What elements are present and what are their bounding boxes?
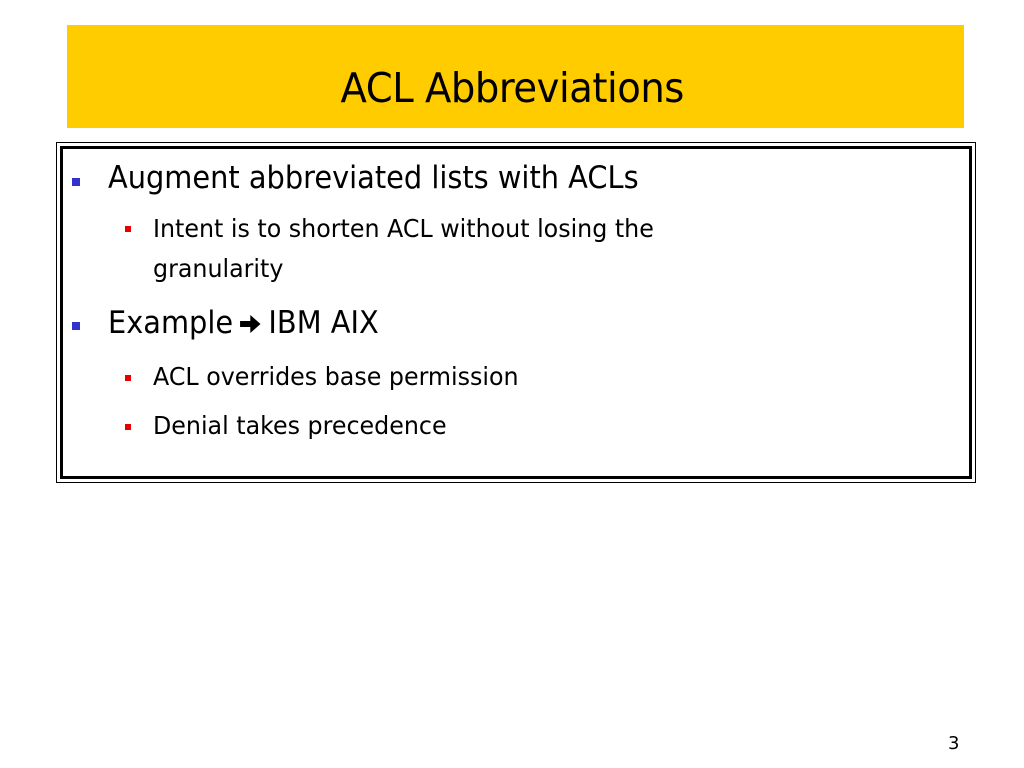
sub-bullet-text-intent-line2: granularity	[153, 254, 284, 283]
slide-title: ACL Abbreviations	[340, 64, 684, 112]
bullet-marker	[72, 322, 80, 330]
bullet-text-example	[108, 305, 379, 343]
sub-bullet-text-acl-overrides: ACL overrides base permission	[153, 362, 519, 391]
sub-bullet-marker	[125, 226, 131, 232]
sub-bullet-marker	[125, 424, 131, 430]
bullet-text-augment: Augment abbreviated lists with ACLs	[108, 160, 639, 196]
page-number: 3	[948, 733, 960, 754]
sub-bullet-text-intent-line1: Intent is to shorten ACL without losing the	[153, 214, 654, 243]
example-value: IBM AIX	[268, 305, 379, 341]
right-arrow-icon	[239, 307, 261, 343]
sub-bullet-text-denial: Denial takes precedence	[153, 411, 447, 440]
sub-bullet-marker	[125, 375, 131, 381]
bullet-marker	[72, 178, 80, 186]
example-label: Example	[108, 305, 234, 341]
